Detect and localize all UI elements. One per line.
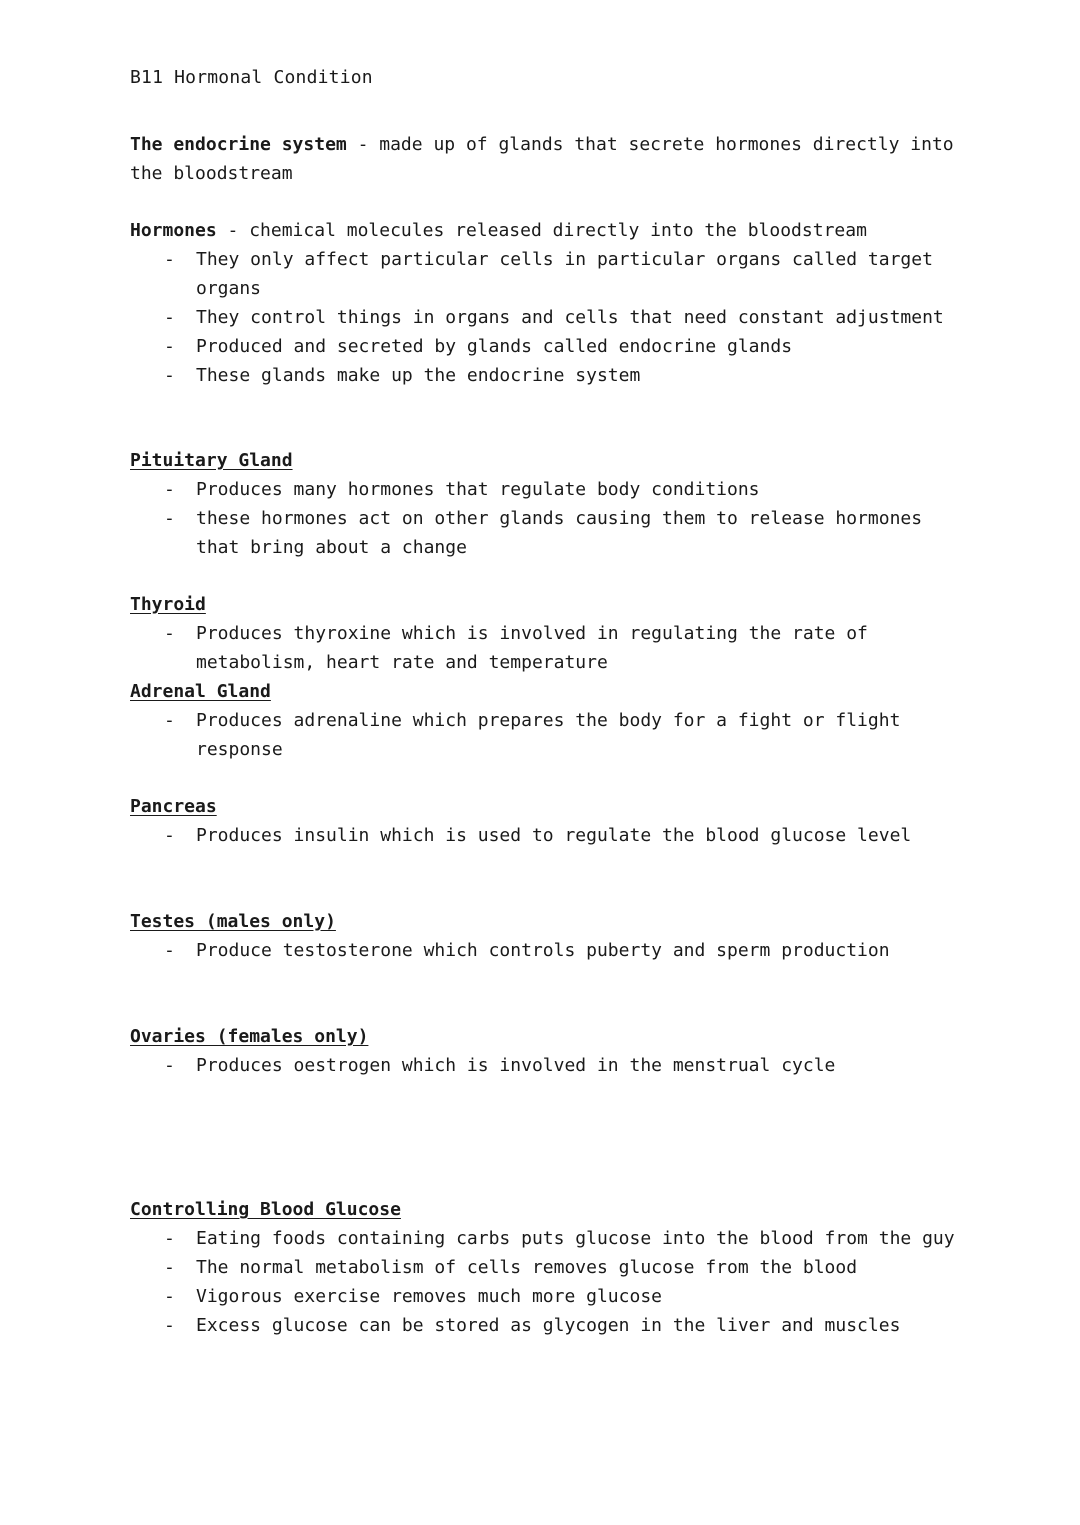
endocrine-definition (130, 130, 960, 188)
dash-bullet: - (164, 710, 175, 731)
dash-bullet: - (164, 940, 175, 961)
endocrine-term: The endocrine system (130, 134, 347, 155)
adrenal-heading: Adrenal Gland (130, 681, 271, 702)
list-item: - Eating foods containing carbs puts glucose into the blood from the guy (130, 1224, 960, 1253)
list-item: - Produces adrenaline which prepares the body for a fight or flight response (130, 706, 960, 764)
hormones-list (130, 245, 970, 390)
list-item: - Produce testosterone which controls puberty and sperm production (130, 936, 960, 965)
dash-bullet: - (164, 1286, 175, 1307)
pituitary-heading: Pituitary Gland (130, 450, 293, 471)
ovaries-heading: Ovaries (females only) (130, 1026, 369, 1047)
section-pancreas (130, 792, 960, 850)
thyroid-list (130, 619, 960, 677)
dash-bullet: - (164, 336, 175, 357)
list-item: - Produces insulin which is used to regulate the blood glucose level (130, 821, 960, 850)
dash-bullet: - (164, 1257, 175, 1278)
list-item: - They only affect particular cells in particular organs called target organs (130, 245, 970, 303)
blood-glucose-heading: Controlling Blood Glucose (130, 1199, 401, 1220)
hormones-definition (130, 216, 970, 245)
dash-bullet: - (164, 249, 175, 270)
section-endocrine (130, 130, 960, 188)
dash-bullet: - (164, 1228, 175, 1249)
dash-bullet: - (164, 1315, 175, 1336)
section-testes (130, 907, 960, 965)
dash-bullet: - (164, 508, 175, 529)
testes-heading: Testes (males only) (130, 911, 336, 932)
hormones-term: Hormones (130, 220, 217, 241)
list-item: - Produces oestrogen which is involved in the menstrual cycle (130, 1051, 960, 1080)
dash-bullet: - (164, 479, 175, 500)
section-blood-glucose (130, 1195, 960, 1340)
adrenal-list (130, 706, 960, 764)
list-item: - Produces many hormones that regulate body conditions (130, 475, 960, 504)
pituitary-list (130, 475, 960, 562)
dash-bullet: - (164, 623, 175, 644)
list-item: - They control things in organs and cells that need constant adjustment (130, 303, 970, 332)
hormones-text: - chemical molecules released directly into the bloodstream (216, 220, 867, 241)
pancreas-heading: Pancreas (130, 796, 217, 817)
list-item: - Vigorous exercise removes much more glucose (130, 1282, 960, 1311)
list-item: - these hormones act on other glands causing them to release hormones that bring about a change (130, 504, 960, 562)
list-item: - Produced and secreted by glands called endocrine glands (130, 332, 970, 361)
dash-bullet: - (164, 825, 175, 846)
section-hormones (130, 216, 970, 390)
section-adrenal (130, 677, 960, 764)
endocrine-text: - made up of glands that secrete hormones directly into the bloodstream (130, 134, 954, 184)
section-pituitary (130, 446, 960, 562)
list-item: - The normal metabolism of cells removes glucose from the blood (130, 1253, 960, 1282)
document-title: B11 Hormonal Condition (130, 67, 373, 88)
list-item: - These glands make up the endocrine system (130, 361, 970, 390)
section-thyroid (130, 590, 960, 677)
list-item: - Produces thyroxine which is involved in regulating the rate of metabolism, heart rate and temperature (130, 619, 960, 677)
ovaries-list (130, 1051, 960, 1080)
list-item: - Excess glucose can be stored as glycogen in the liver and muscles (130, 1311, 960, 1340)
thyroid-heading: Thyroid (130, 594, 206, 615)
dash-bullet: - (164, 1055, 175, 1076)
dash-bullet: - (164, 307, 175, 328)
pancreas-list (130, 821, 960, 850)
dash-bullet: - (164, 365, 175, 386)
section-ovaries (130, 1022, 960, 1080)
testes-list (130, 936, 960, 965)
blood-glucose-list (130, 1224, 960, 1340)
